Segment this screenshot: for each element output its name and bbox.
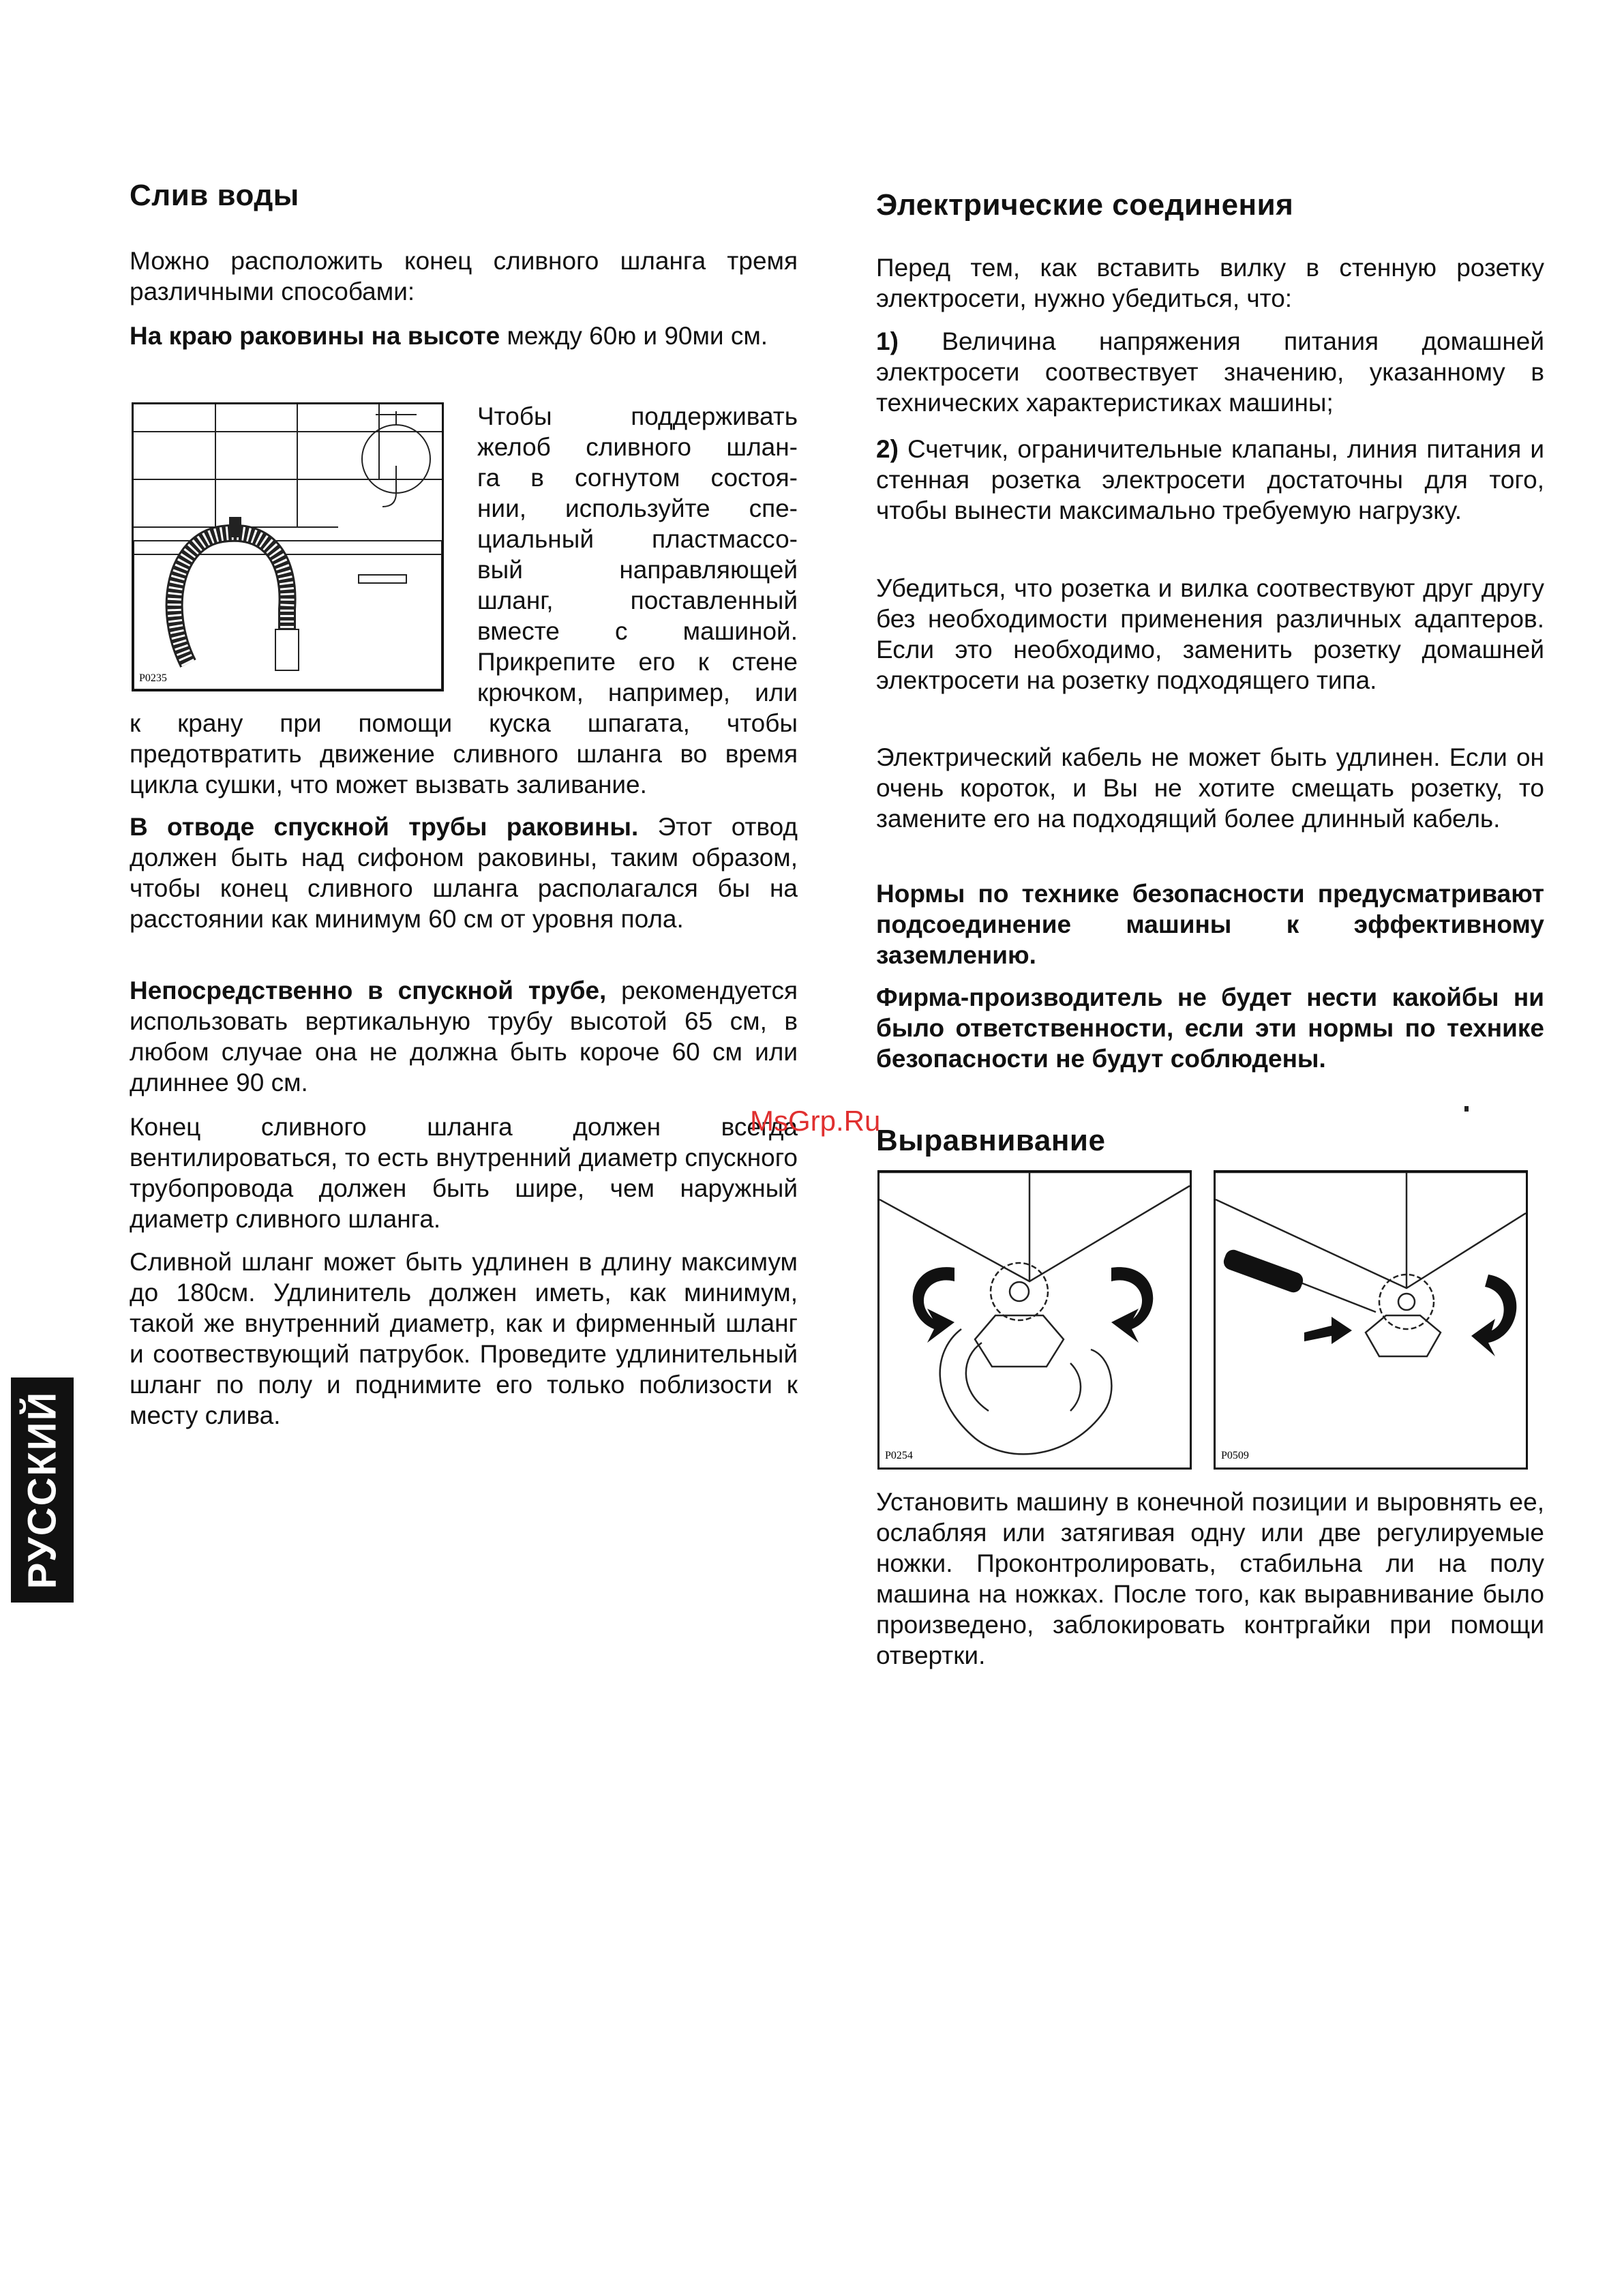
heading-leveling: Выравнивание: [876, 1124, 1106, 1157]
option-sink-edge-title: На краю раковины на высоте: [130, 322, 500, 350]
option-sink-edge-text: между 60ю и 90ми см.: [500, 322, 768, 350]
wrap-line-1: Чтобы поддерживать: [477, 402, 798, 430]
electric-item-1-number: 1): [876, 327, 899, 355]
option-drain-pipe-text: рекомендуется использовать вертикальную трубу высотой 65 см, в любом случае она не должна быть короче 60 см или длиннее 90 см.: [130, 977, 798, 1097]
option-sink-edge: [130, 321, 798, 351]
wrap-line-2: желоб сливного шлан-: [477, 433, 798, 461]
drain-intro: Можно расположить конец сливного шланга тремя различными способами:: [130, 247, 798, 306]
figure-leveling-screwdriver: [1214, 1170, 1528, 1470]
figure-label-p0254: P0254: [885, 1450, 913, 1461]
para-leveling: Установить машину в конечной позиции и выровнять ее, ослабляя или затягивая одну или две регулируемые ножки. Проконтролировать, стабильна ли на полу машина на ножках. После того, как выравнивание было произведено, заблокировать контргайки при помощи отвертки.: [876, 1488, 1544, 1669]
heading-drain: Слив воды: [130, 179, 299, 212]
para-ventilation: Конец сливного шланга должен всегда вентилироваться, то есть внутренний диаметр спускного трубопровода должен быть шире, чем наружный диаметр сливного шланга.: [130, 1113, 798, 1233]
electric-item-1: [876, 326, 1544, 418]
option-drain-pipe-title: Непосредственно в спускной трубе,: [130, 977, 607, 1004]
electric-item-1-text: Величина напряжения питания домашней электросети соотвествует значению, указанному в технических характеристиках машины;: [876, 327, 1544, 417]
wrap-line-9: Прикрепите его к стене: [477, 648, 798, 676]
option-sink-branch-title: В отводе спускной трубы раковины.: [130, 813, 639, 841]
figure-label-p0235: P0235: [139, 672, 167, 684]
electric-item-2: [876, 434, 1544, 526]
wrap-continuation: к крану при помощи куска шпагата, чтобы предотвратить движение сливного шланга во время цикла сушки, что может вызвать заливание.: [130, 709, 798, 799]
wrap-line-10: крючком, например, или: [477, 679, 798, 706]
stray-mark: [1464, 1106, 1469, 1112]
electric-item-2-text: Счетчик, ограничительные клапаны, линия питания и стенная розетка электросети достаточны для того, чтобы вынести максимально требуемую нагрузку.: [876, 435, 1544, 524]
wrap-line-5: циальный пластмассо-: [477, 525, 798, 553]
site-watermark: MsGrp.Ru: [750, 1105, 881, 1137]
option-drain-pipe: [130, 975, 798, 1098]
language-tab: [11, 1377, 74, 1603]
leveling-screwdriver-illustration: [1216, 1172, 1526, 1468]
option-sink-branch: [130, 811, 798, 934]
hose-sink-illustration: [134, 404, 442, 689]
wrap-line-8: вместе с машиной.: [477, 617, 798, 645]
safety-liability-note: Фирма-производитель не будет нести какойбы ни было ответственности, если эти нормы по технике безопасности не будут соблюдены.: [876, 983, 1544, 1073]
figure-leveling-hand: [877, 1170, 1192, 1470]
safety-grounding-note: Нормы по технике безопасности предусматривают подсоединение машины к эффективному заземлению.: [876, 880, 1544, 969]
language-tab-label: РУССКИЙ: [20, 1390, 65, 1590]
leveling-hand-illustration: [879, 1172, 1190, 1468]
heading-electric: Электрические соединения: [876, 188, 1294, 222]
electric-item-2-number: 2): [876, 435, 899, 463]
figure-wrap-text: [477, 401, 798, 708]
wrap-line-4: нии, используйте спе-: [477, 494, 798, 522]
electric-intro: Перед тем, как вставить вилку в стенную розетку электросети, нужно убедиться, что:: [876, 254, 1544, 312]
wrap-line-7: шланг, поставленный: [477, 586, 798, 614]
wrap-line-3: га в согнутом состоя-: [477, 464, 798, 492]
figure-hose-sink: [132, 402, 444, 691]
figure-label-p0509: P0509: [1221, 1450, 1249, 1461]
para-adapters: Убедиться, что розетка и вилка соотвествуют друг другу без необходимости применения различных адаптеров. Если это необходимо, заменить розетку домашней электросети на розетку подходящего типа.: [876, 574, 1544, 694]
option-sink-branch-text: Этот отвод должен быть над сифоном раковины, таким образом, чтобы конец сливного шланга располагался бы на расстоянии как минимум 60 см от уровня пола.: [130, 813, 798, 933]
wrap-line-6: вый направляющей: [477, 556, 798, 584]
para-cable: Электрический кабель не может быть удлинен. Если он очень короток, и Вы не хотите смещать розетку, то замените его на подходящий более длинный кабель.: [876, 743, 1544, 833]
para-hose-extension: Сливной шланг может быть удлинен в длину максимум до 180см. Удлинитель должен иметь, как минимум, такой же внутренний диаметр, как и фирменный шланг и соотвествующий патрубок. Проведите удлинительный шланг по полу и поднимите его только поблизости к месту слива.: [130, 1248, 798, 1429]
